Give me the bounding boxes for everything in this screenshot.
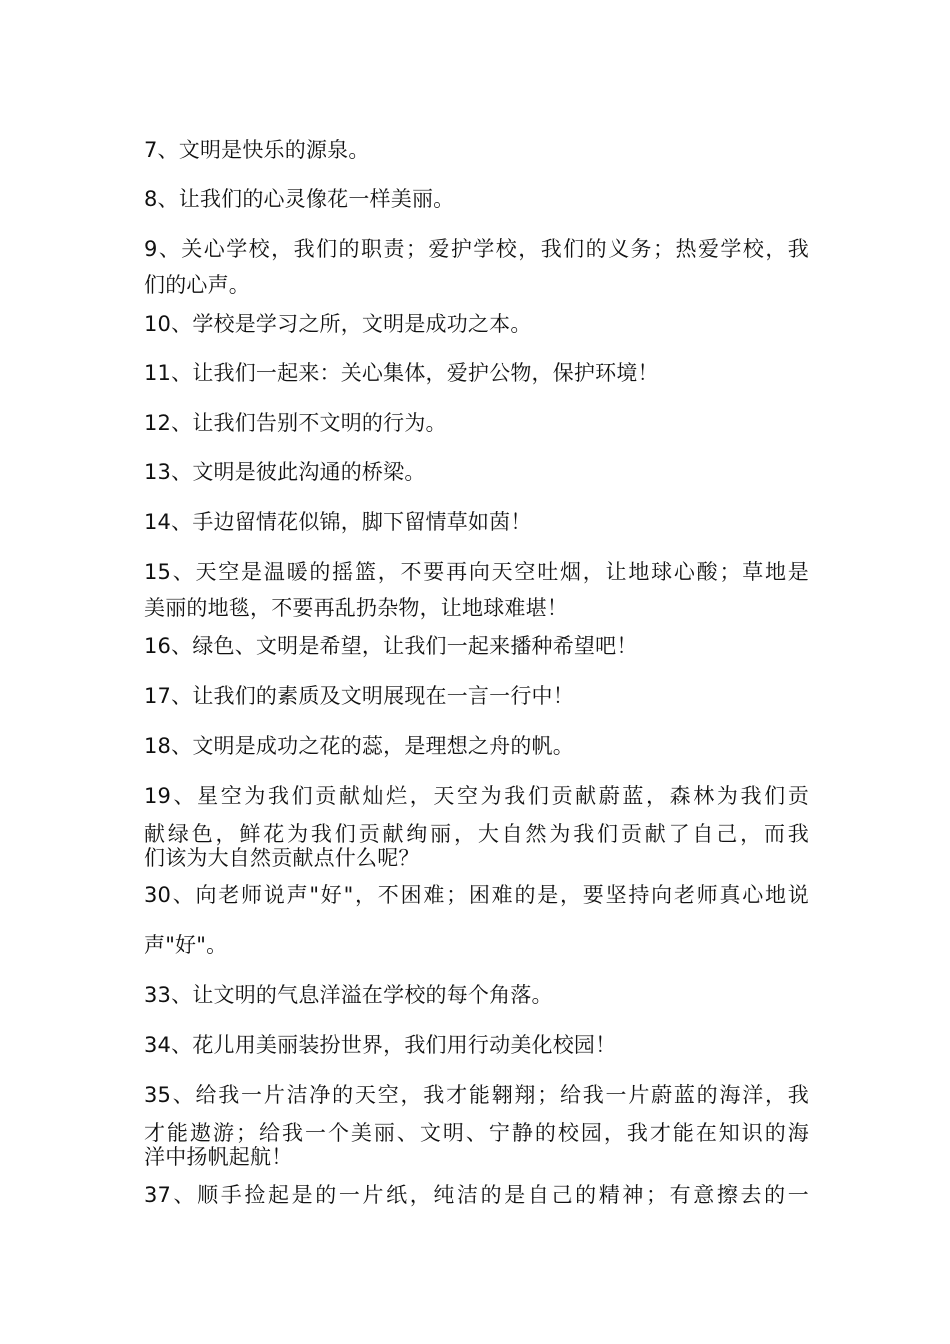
text-line-15a: 15、天空是温暖的摇篮，不要再向天空吐烟，让地球心酸；草地是	[144, 560, 809, 584]
text-line-12: 12、让我们告别不文明的行为。	[144, 411, 447, 435]
text-line-17: 17、让我们的素质及文明展现在一言一行中！	[144, 684, 574, 708]
text-line-30a: 30、向老师说声"好"，不困难；困难的是，要坚持向老师真心地说	[144, 883, 809, 907]
text-line-14: 14、手边留情花似锦，脚下留情草如茵！	[144, 510, 532, 534]
text-line-16: 16、绿色、文明是希望，让我们一起来播种希望吧！	[144, 634, 638, 658]
text-line-11: 11、让我们一起来：关心集体，爱护公物，保护环境！	[144, 361, 659, 385]
text-line-8: 8、让我们的心灵像花一样美丽。	[144, 187, 455, 211]
text-line-9a: 9、关心学校，我们的职责；爱护学校，我们的义务；热爱学校，我	[144, 237, 809, 261]
text-line-35b: 才能遨游；给我一个美丽、文明、宁静的校园，我才能在知识的海	[144, 1121, 809, 1145]
text-line-15b: 美丽的地毯，不要再乱扔杂物，让地球难堪！	[144, 596, 568, 620]
text-line-18: 18、文明是成功之花的蕊，是理想之舟的帆。	[144, 734, 574, 758]
text-line-33: 33、让文明的气息洋溢在学校的每个角落。	[144, 983, 553, 1007]
text-line-10: 10、学校是学习之所，文明是成功之本。	[144, 312, 532, 336]
text-line-19a: 19、星空为我们贡献灿烂，天空为我们贡献蔚蓝，森林为我们贡	[144, 784, 809, 808]
text-line-7: 7、文明是快乐的源泉。	[144, 138, 370, 162]
text-line-37: 37、顺手捡起是的一片纸，纯洁的是自己的精神；有意擦去的一	[144, 1183, 809, 1207]
text-line-34: 34、花儿用美丽装扮世界，我们用行动美化校园！	[144, 1033, 617, 1057]
text-line-19c: 们该为大自然贡献点什么呢？	[144, 846, 420, 870]
text-line-30b: 声"好"。	[144, 933, 228, 957]
text-line-9b: 们的心声。	[144, 273, 250, 297]
text-line-19b: 献绿色，鲜花为我们贡献绚丽，大自然为我们贡献了自己，而我	[144, 822, 809, 846]
text-line-35a: 35、给我一片洁净的天空，我才能翱翔；给我一片蔚蓝的海洋，我	[144, 1083, 809, 1107]
text-line-35c: 洋中扬帆起航！	[144, 1145, 293, 1169]
text-line-13: 13、文明是彼此沟通的桥梁。	[144, 460, 426, 484]
